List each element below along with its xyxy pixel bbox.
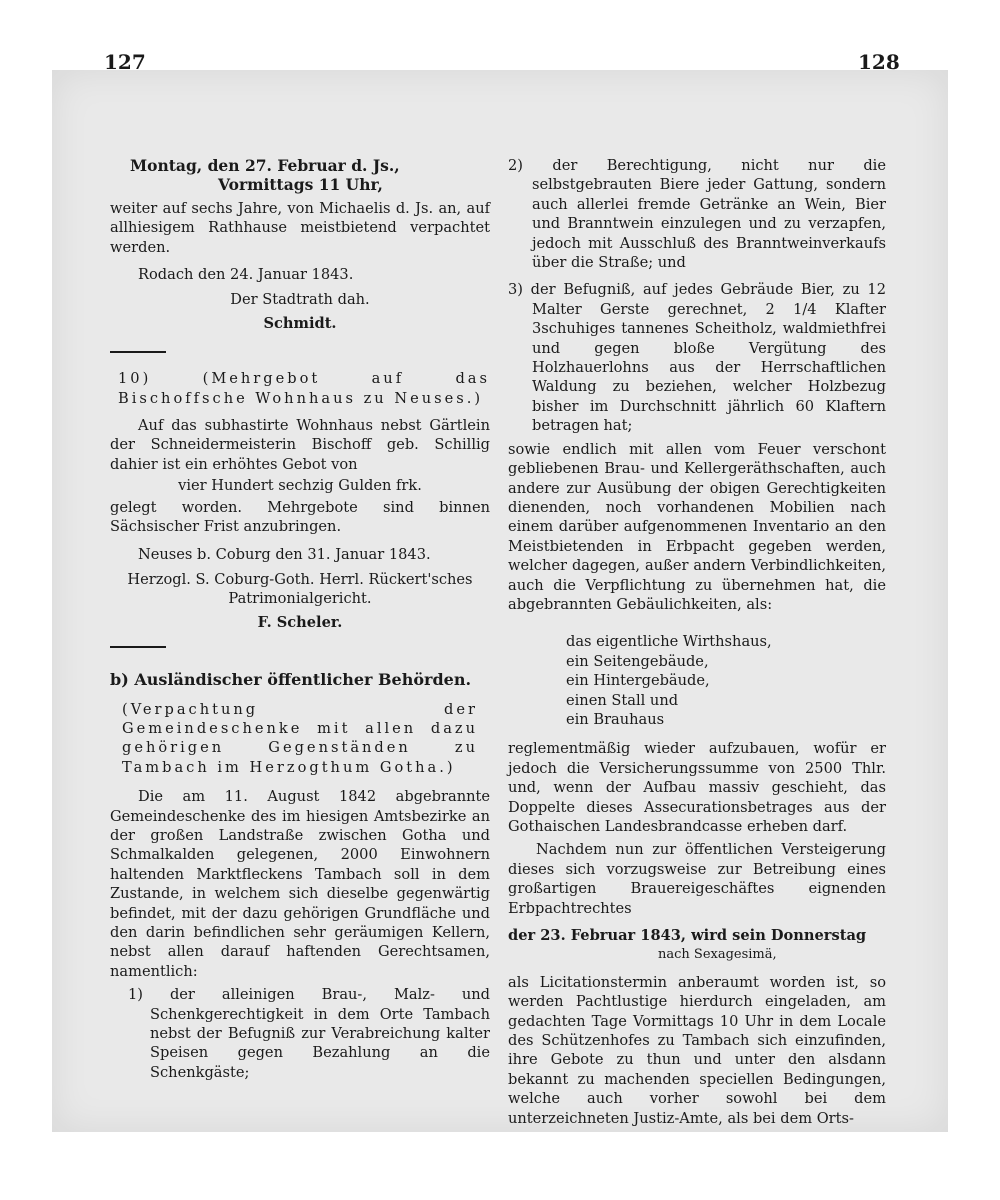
building-item: das eigentliche Wirthshaus, xyxy=(566,633,772,651)
divider xyxy=(110,646,166,648)
right-item-2: 2) der Berechtigung, nicht nur die selbstgebrauten Biere jeder Gattung, sondern auch allerlei fremde Getränke an Wein, Bier und Branntwein einzulegen und zu verzapfen, jedoch mit Ausschluß des Branntweinverkaufs über die Straße; und xyxy=(508,157,886,272)
right-item-3: 3) der Befugniß, auf jedes Gebräude Bier, zu 12 Malter Gerste gerechnet, 2 1/4 Klafter 3schuhiges tannenes Scheitholz, waldmiethfrei und gegen bloße Vergütung des Holzhauerlohns aus der Herrschaftlichen Waldung zu beziehen, welcher Holzbezug bisher im Durchschnitt jährlich 60 Klaftern betragen hat; xyxy=(508,281,886,435)
signature-name: Schmidt. xyxy=(263,314,337,332)
notice-10-text: Auf das subhastirte Wohnhaus nebst Gärtlein der Schneidermeisterin Bischoff geb. Schillig dahier ist ein erhöhtes Gebot von xyxy=(110,417,490,473)
section-heading: b) Ausländischer öffentlicher Behörden. xyxy=(110,670,472,690)
auction-paragraph: Nachdem nun zur öffentlichen Versteigerung dieses sich vorzugsweise zur Betreibung eines großartigen Brauereigeschäftes eignenden Erbpachtrechtes xyxy=(508,841,886,917)
auction-date-sub: nach Sexagesimä, xyxy=(658,947,777,963)
divider xyxy=(110,351,166,353)
inventory-paragraph: sowie endlich mit allen vom Feuer verschont gebliebenen Brau- und Kellergeräthschaften, auch andere zur Ausübung der obigen Gerechtigkeiten dienenden, noch vorhandenen Mobilien nach einem darüber aufgenommenen Inventario an den Meistbietenden in Erbpacht gegeben werden, welcher dagegen, außer andern Verbindlichkeiten, auch die Verpflichtung zu übernehmen hat, die abgebrannten Gebäulichkeiten, als: xyxy=(508,440,886,613)
buildings-list xyxy=(508,632,886,729)
auction-time-line: Vormittags 11 Uhr, xyxy=(218,175,383,195)
right-column xyxy=(508,156,886,1128)
notice-10-signature: F. Scheler. xyxy=(257,613,343,631)
notice-10-closing: gelegt worden. Mehrgebote sind binnen Sächsischer Frist anzubringen. xyxy=(110,498,490,536)
lease-paragraph: weiter auf sechs Jahre, von Michaelis d. Js. an, auf allhiesigem Rathhause meistbietend verpachtet werden. xyxy=(110,199,490,256)
auction-date-line: Montag, den 27. Februar d. Js., xyxy=(130,156,400,175)
building-item: ein Seitengebäude, xyxy=(566,652,709,670)
building-item: einen Stall und xyxy=(566,691,679,709)
notice-10-title: 10) (Mehrgebot auf das Bischoffsche Wohnhaus zu Neuses.) xyxy=(118,370,490,407)
building-item: ein Brauhaus xyxy=(566,710,665,728)
notice-10-date: Neuses b. Coburg den 31. Januar 1843. xyxy=(138,545,431,563)
place-date: Rodach den 24. Januar 1843. xyxy=(138,266,354,284)
left-column xyxy=(110,156,490,1082)
left-page-number: 127 xyxy=(104,50,146,74)
bid-amount: vier Hundert sechzig Gulden frk. xyxy=(178,477,422,495)
right-item-1: 1) der alleinigen Brau-, Malz- und Schenkgerechtigkeit in dem Orte Tambach nebst der Befugniß zur Verabreichung kalter Speisen gegen Bezahlung an die Schenkgäste; xyxy=(128,986,490,1081)
invitation-paragraph: als Licitationstermin anberaumt worden ist, so werden Pachtlustige hierdurch eingeladen, am gedachten Tage Vormittags 10 Uhr in dem Locale des Schützenhofes zu Tambach sich einzufinden, ihre Gebote zu thun und unter den alsdann bekannt zu machenden speciellen Bedingungen, welche auch vorher sowohl bei dem unterzeichneten Justiz-Amte, als bei dem Orts- xyxy=(508,973,886,1127)
lease-notice-title: (Verpachtung der Gemeindeschenke mit allen dazu gehörigen Gegenständen zu Tambach im Herzogthum Gotha.) xyxy=(122,700,478,776)
rebuild-paragraph: reglementmäßig wieder aufzubauen, wofür er jedoch die Versicherungssumme von 2500 Thlr. und, wenn der Aufbau massiv geschieht, das Doppelte dieses Assecurationsbetrages aus der Gothaischen Landesbrandcasse erheben darf. xyxy=(508,740,886,835)
court-name: Herzogl. S. Coburg-Goth. Herrl. Rückert'sches Patrimonialgericht. xyxy=(127,570,473,608)
auction-date: der 23. Februar 1843, wird sein Donnerstag xyxy=(508,927,867,945)
building-item: ein Hintergebäude, xyxy=(566,672,710,690)
signature-authority: Der Stadtrath dah. xyxy=(230,291,370,309)
lease-notice-text: Die am 11. August 1842 abgebrannte Gemeindeschenke des im hiesigen Amtsbezirke an der großen Landstraße zwischen Gotha und Schmalkalden gelegenen, 2000 Einwohnern haltenden Marktfleckens Tambach soll in dem Zustande, in welchem sich dieselbe gegenwärtig befindet, mit der dazu gehörigen Grundfläche und den darin befindlichen sehr geräumigen Kellern, nebst allen darauf haftenden Gerechtsamen, namentlich: xyxy=(110,788,490,980)
right-page-number: 128 xyxy=(858,50,900,74)
